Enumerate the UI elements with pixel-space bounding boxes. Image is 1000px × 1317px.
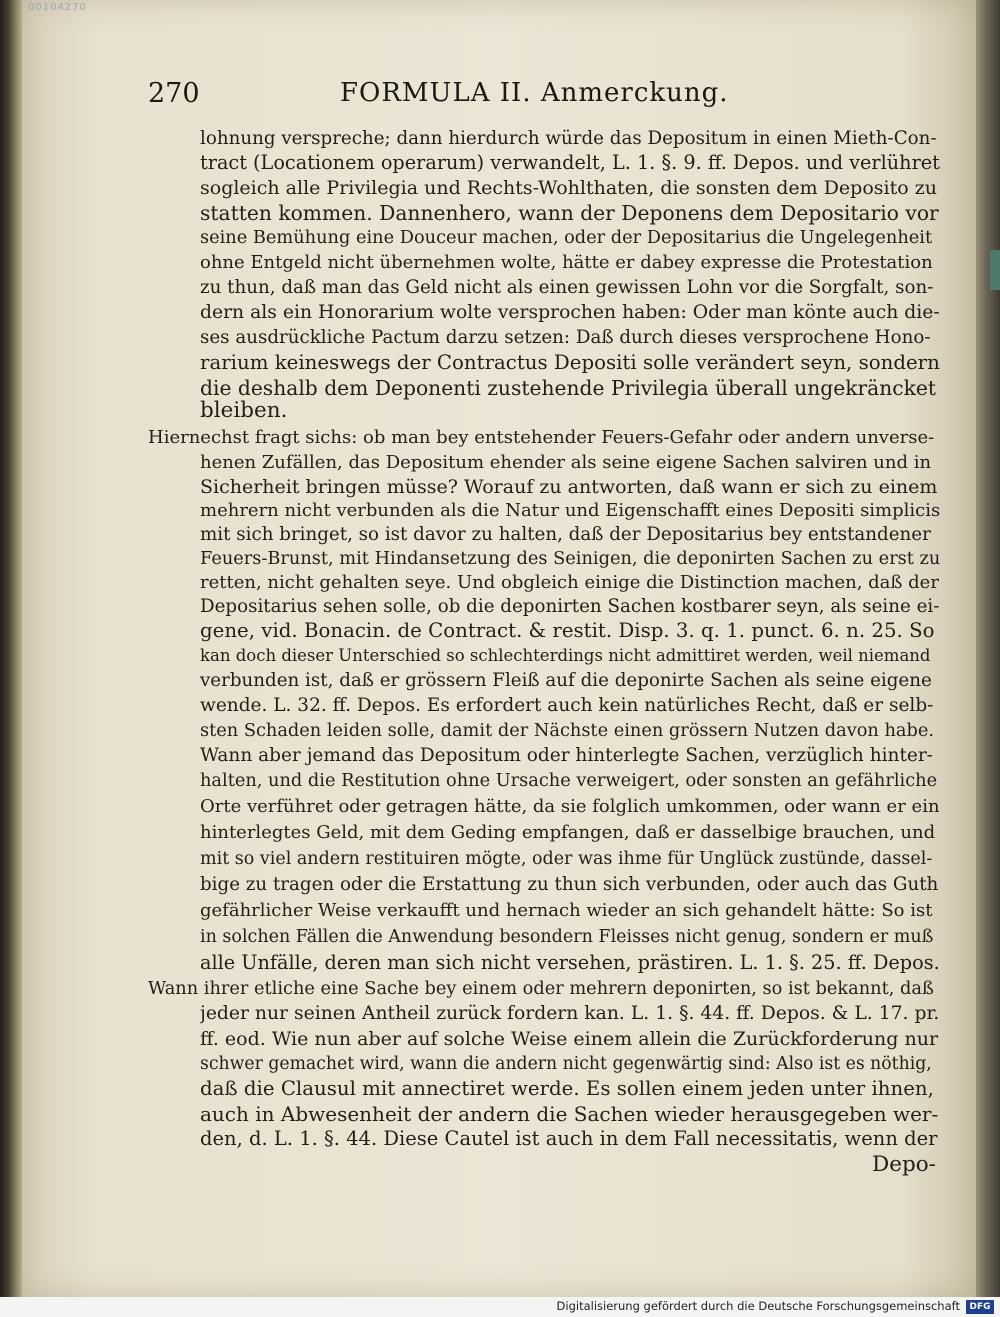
- text-line: alle Unfälle, deren man sich nicht versehen, prästiren. L. 1. §. 25. ff. Depos.: [200, 951, 940, 974]
- text-line: zu thun, daß man das Geld nicht als einen gewissen Lohn vor die Sorgfalt, son-: [200, 277, 934, 298]
- bookmark-tab: [990, 250, 1000, 290]
- text-line: ses ausdrückliche Pactum darzu setzen: Daß durch dieses versprochene Hono-: [200, 327, 931, 348]
- page-number: 270: [148, 78, 200, 109]
- text-line: daß die Clausul mit annectiret werde. Es sollen einem jeden unter ihnen,: [200, 1077, 934, 1100]
- text-line: rarium keineswegs der Contractus Depositi solle verändert seyn, sondern: [200, 351, 940, 374]
- text-line: retten, nicht gehalten seye. Und obgleich einige die Distinction machen, daß der: [200, 572, 939, 593]
- text-line: mehrern nicht verbunden als die Natur und Eigenschafft eines Depositi simplicis: [200, 500, 940, 521]
- text-line: Wann aber jemand das Depositum oder hinterlegte Sachen, verzüglich hinter-: [200, 745, 933, 766]
- text-line: Orte verführet oder getragen hätte, da sie folglich umkommen, oder wann er ein: [200, 796, 940, 817]
- text-line: Feuers-Brunst, mit Hindansetzung des Seinigen, die deponirten Sachen zu erst zu: [200, 549, 940, 569]
- text-line: ohne Entgeld nicht übernehmen wolte, hätte er dabey expresse die Protestation: [200, 252, 933, 273]
- text-line: kan doch dieser Unterschied so schlechterdings nicht admittiret werden, weil niemand: [200, 646, 931, 665]
- text-line: die deshalb dem Deponenti zustehende Privilegia überall ungekräncket: [200, 376, 937, 400]
- text-line: bleiben.: [200, 398, 288, 423]
- text-line: tract (Locationem operarum) verwandelt, L. 1. §. 9. ff. Depos. und verlühret: [200, 151, 940, 174]
- text-line: Sicherheit bringen müsse? Worauf zu antworten, daß wann er sich zu einem: [200, 476, 938, 498]
- text-line: verbunden ist, daß er grössern Fleiß auf die deponirte Sachen als seine eigene: [200, 670, 932, 691]
- page-edge: [976, 0, 1000, 1297]
- text-line: mit sich bringet, so ist davor zu halten, daß der Depositarius bey entstandener: [200, 524, 931, 545]
- paragraph-first-line: Hiernechst fragt sichs: ob man bey entstehender Feuers-Gefahr oder andern unverse-: [148, 427, 935, 448]
- text-line: statten kommen. Dannenhero, wann der Deponens dem Depositario vor: [200, 201, 939, 225]
- running-title: FORMULA II. Anmerckung.: [340, 78, 729, 108]
- text-line: ff. eod. Wie nun aber auf solche Weise einem allein die Zurückforderung nur: [200, 1028, 939, 1050]
- text-line: henen Zufällen, das Depositum ehender als seine eigene Sachen salviren und in: [200, 452, 932, 473]
- text-line: halten, und die Restitution ohne Ursache verweigert, oder sonsten an gefährliche: [200, 771, 938, 791]
- text-line: wende. L. 32. ff. Depos. Es erfordert auch kein natürliches Recht, daß er selb-: [200, 695, 934, 716]
- text-line: schwer gemachet wird, wann die andern nicht gegenwärtig sind: Also ist es nöthig,: [200, 1054, 932, 1074]
- text-line: den, d. L. 1. §. 44. Diese Cautel ist auch in dem Fall necessitatis, wenn der: [200, 1127, 938, 1150]
- text-line: sten Schaden leiden solle, damit der Nächste einen grössern Nutzen davon habe.: [200, 721, 934, 741]
- text-line: lohnung verspreche; dann hierdurch würde das Depositum in einen Mieth-Con-: [200, 128, 937, 149]
- text-line: gefährlicher Weise verkaufft und hernach wieder an sich gehandelt hätte: So ist: [200, 900, 933, 921]
- text-line: mit so viel andern restituiren mögte, oder was ihme für Unglück zustünde, dassel-: [200, 849, 933, 869]
- catchword: Depo-: [872, 1152, 936, 1177]
- text-line: Depositarius sehen solle, ob die deponirten Sachen kostbarer seyn, als seine ei-: [200, 596, 940, 617]
- text-line: in solchen Fällen die Anwendung besondern Fleisses nicht genug, sondern er muß: [200, 927, 934, 947]
- dfg-logo-icon: DFG: [966, 1300, 994, 1314]
- text-line: sogleich alle Privilegia und Rechts-Wohlthaten, die sonsten dem Deposito zu: [200, 177, 937, 199]
- funding-credit: Digitalisierung gefördert durch die Deutsche Forschungsgemeinschaft: [556, 1299, 960, 1313]
- book-binding: [0, 0, 22, 1297]
- text-line: seine Bemühung eine Douceur machen, oder der Depositarius die Ungelegenheit: [200, 228, 933, 248]
- text-line: gene, vid. Bonacin. de Contract. & restit. Disp. 3. q. 1. punct. 6. n. 25. So: [200, 619, 935, 642]
- paragraph-first-line: Wann ihrer etliche eine Sache bey einem oder mehrern deponirten, so ist bekannt, daß: [148, 979, 934, 999]
- scan-watermark: 00104270: [28, 2, 87, 13]
- text-line: bige zu tragen oder die Erstattung zu thun sich verbunden, oder auch das Guth: [200, 874, 939, 895]
- text-line: hinterlegtes Geld, mit dem Geding empfangen, daß er dasselbige brauchen, und: [200, 822, 936, 843]
- text-line: dern als ein Honorarium wolte versprochen haben: Oder man könte auch die-: [200, 302, 940, 323]
- digitization-footer: [0, 1297, 1000, 1317]
- text-line: auch in Abwesenheit der andern die Sachen wieder herausgegeben wer-: [200, 1102, 939, 1126]
- text-line: jeder nur seinen Antheil zurück fordern kan. L. 1. §. 44. ff. Depos. & L. 17. pr.: [200, 1003, 940, 1024]
